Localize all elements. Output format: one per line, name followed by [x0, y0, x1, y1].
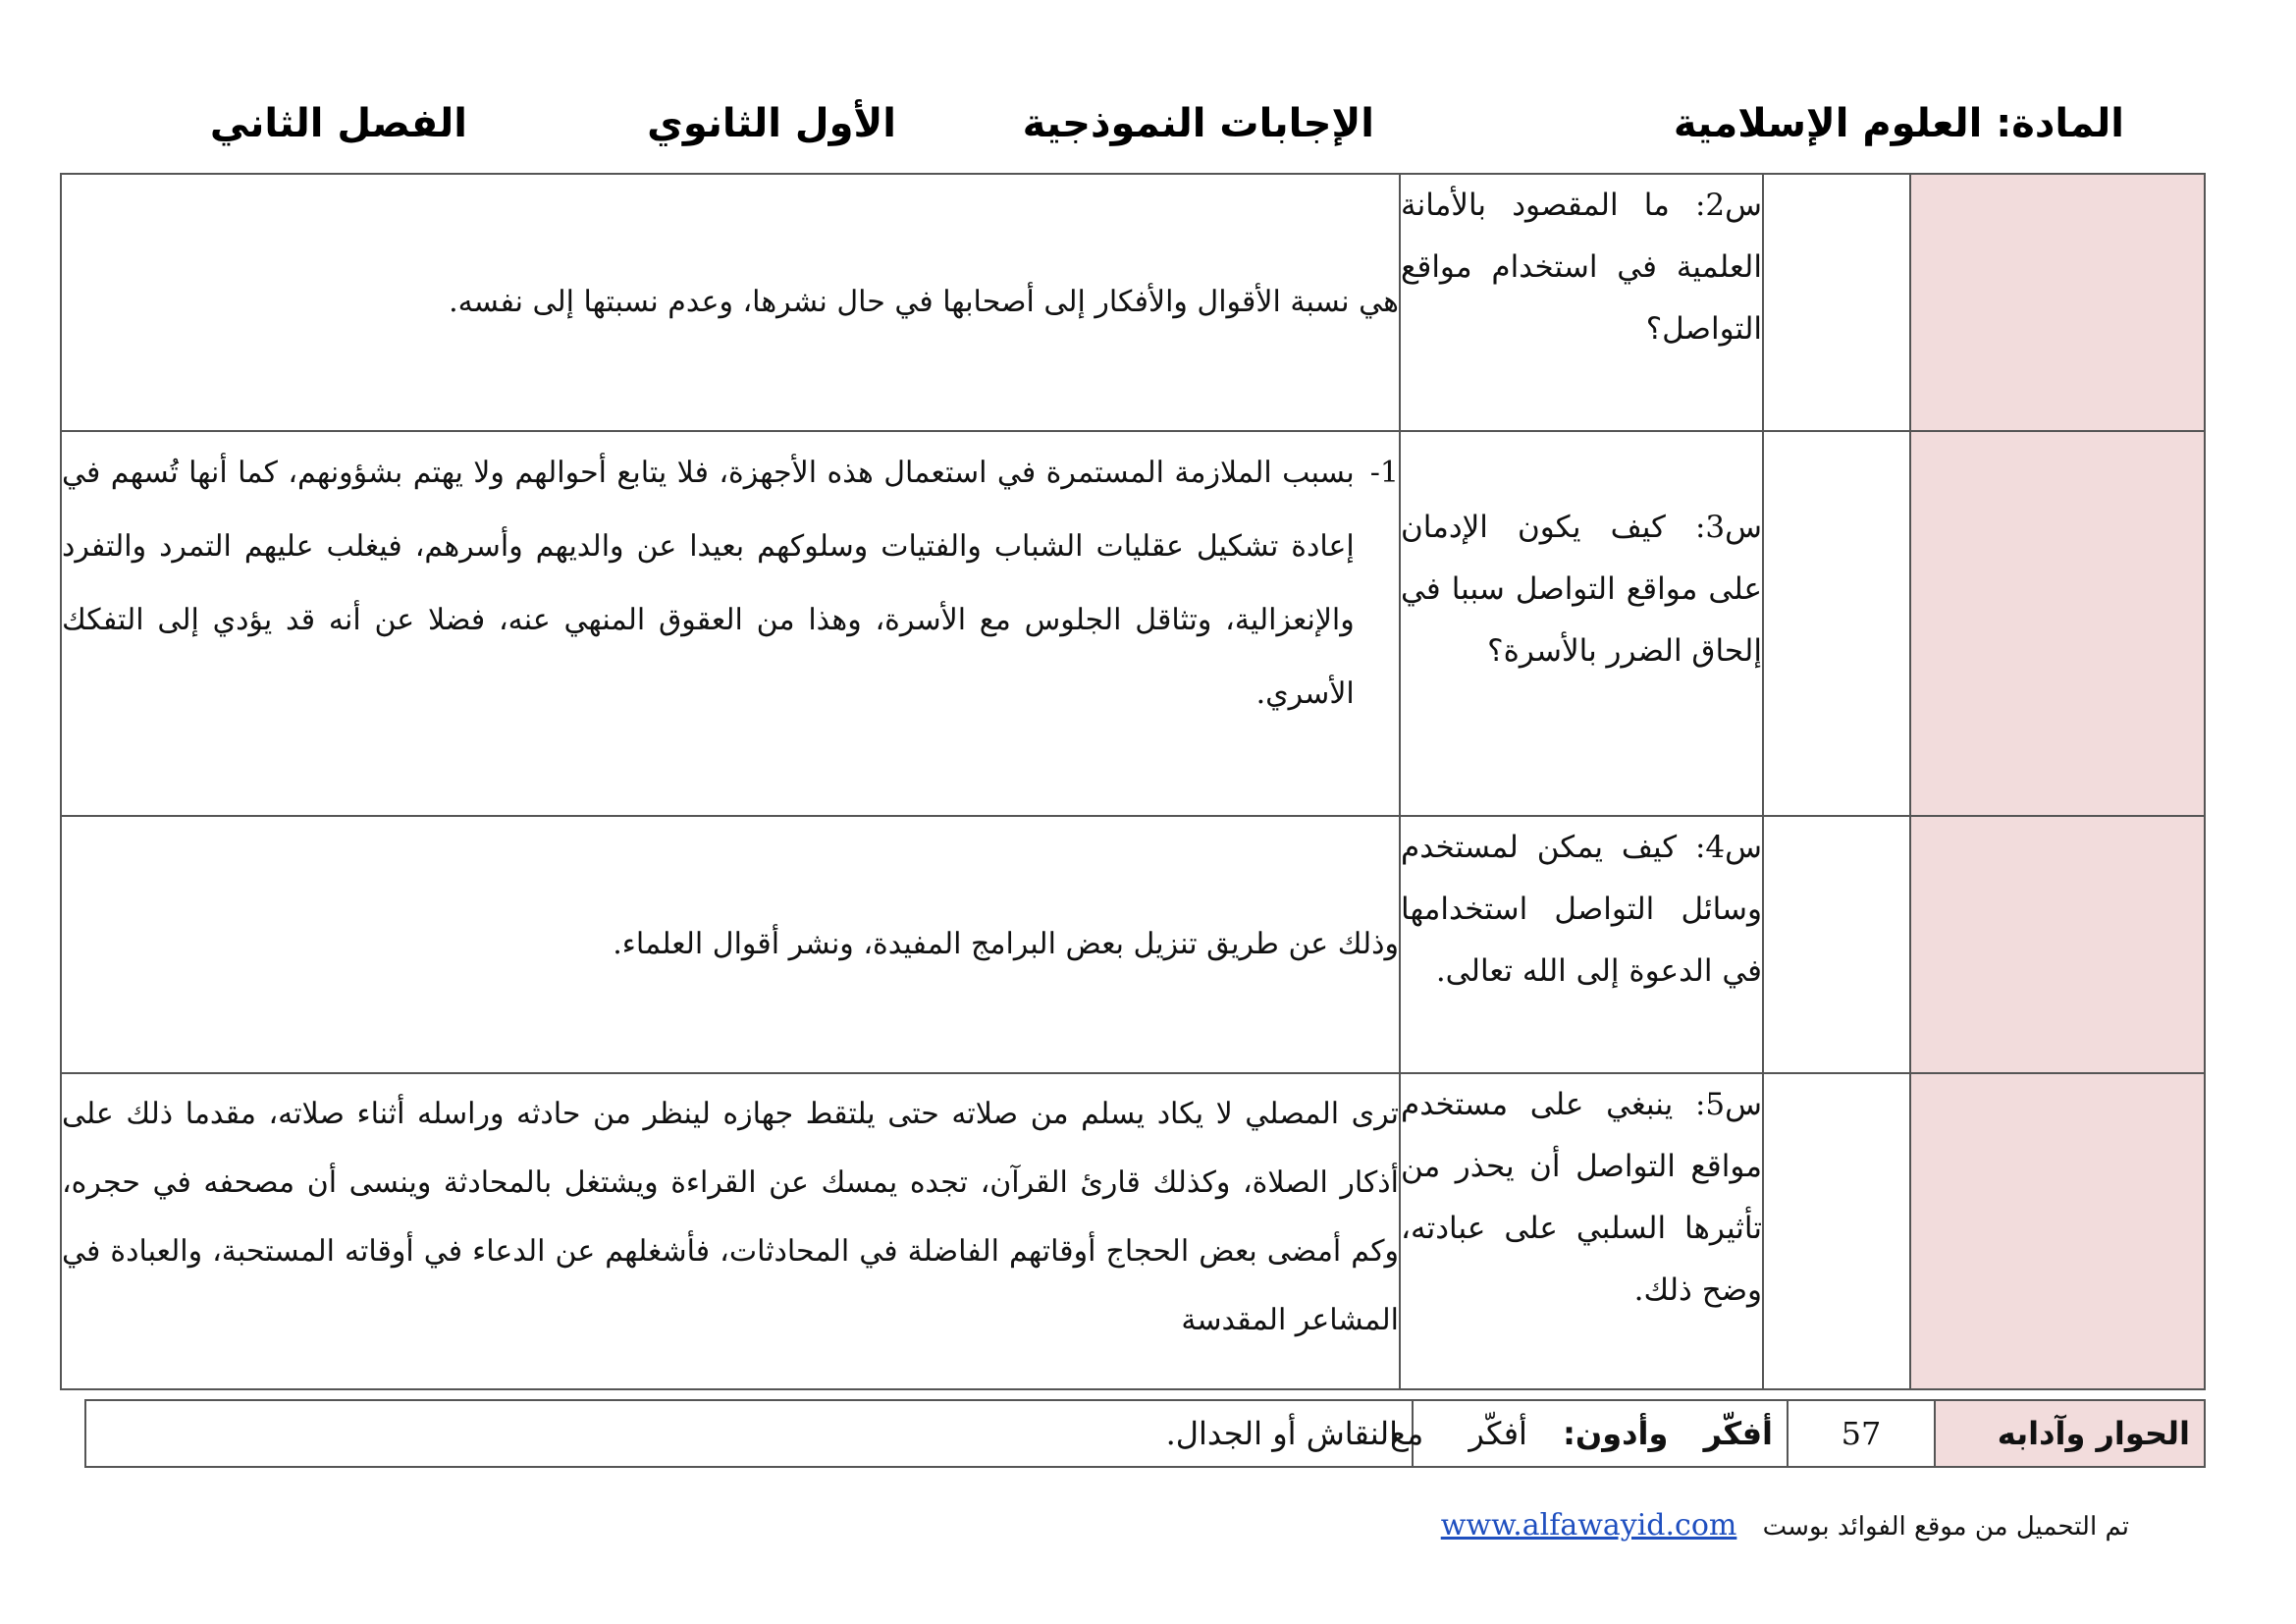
- lesson-cell: [1763, 431, 1910, 816]
- answer-text: هي نسبة الأقوال والأفكار إلى أصحابها في حال نشرها، وعدم نسبتها إلى نفسه.: [449, 284, 1399, 319]
- credit-text: تم التحميل من موقع الفوائد بوست: [1762, 1512, 2129, 1542]
- question-cell: س3: كيف يكون الإدمان على مواقع التواصل سببا في إلحاق الضرر بالأسرة؟: [1400, 431, 1763, 816]
- activity-text: النقاش أو الجدال.: [85, 1400, 1413, 1467]
- answer-cell: [61, 1073, 1400, 1389]
- lesson-cell: [1763, 174, 1910, 431]
- lesson-cell: [1763, 816, 1910, 1073]
- document-title: الإجابات النموذجية: [1022, 101, 1374, 146]
- answer-text: وذلك عن طريق تنزيل بعض البرامج المفيدة، ونشر أقوال العلماء.: [613, 926, 1399, 961]
- subject-heading: المادة: العلوم الإسلامية: [1673, 101, 2124, 146]
- website-link[interactable]: www.alfawayid.com: [1440, 1508, 1737, 1543]
- answer-text: ترى المصلي لا يكاد يسلم من صلاته حتى يلتقط جهازه لينظر من حادثه وراسله أثناء صلاته، مقدما ذلك على أذكار الصلاة، وكذلك قارئ القرآن، تجده يمسك عن القراءة ويشتغل بالمحادثة وينسى أن مصحفه في حجره، وكم أمضى بعض الحجاج أوقاتهم الفاضلة في المحادثات، فأشغلهم عن الدعاء في أوقاته المستحبة، والعبادة في المشاعر المقدسة: [62, 1097, 1399, 1337]
- term-heading: الفصل الثاني: [209, 101, 467, 146]
- download-credit: [1441, 1508, 2129, 1543]
- activity-label-write: وأدون:: [1563, 1415, 1669, 1452]
- lesson-cell: [1763, 1073, 1910, 1389]
- unit-cell: [1910, 816, 2205, 1073]
- activity-label-think: أفكّر: [1703, 1415, 1773, 1452]
- answer-cell: [61, 816, 1400, 1073]
- table-row: [61, 431, 2205, 816]
- grade-heading: الأول الثانوي: [647, 101, 896, 146]
- table-row: [61, 174, 2205, 431]
- unit-cell: [1910, 174, 2205, 431]
- answer-cell: [61, 174, 1400, 431]
- question-cell: س5: ينبغي على مستخدم مواقع التواصل أن يحذر من تأثيرها السلبي على عبادته، وضح ذلك.: [1400, 1073, 1763, 1389]
- question-cell: س4: كيف يمكن لمستخدم وسائل التواصل استخدامها في الدعوة إلى الله تعالى.: [1400, 816, 1763, 1073]
- prompt-with: مع: [1390, 1415, 1424, 1452]
- activity-cell: [1390, 1400, 1788, 1467]
- page-number: 57: [1788, 1400, 1935, 1467]
- prompt-think: أفكّر: [1468, 1415, 1527, 1452]
- footer-row: [84, 1399, 2206, 1468]
- unit-cell: [1910, 1073, 2205, 1389]
- answers-table: [60, 173, 2206, 1390]
- unit-cell: [1910, 431, 2205, 816]
- table-row: [61, 1073, 2205, 1389]
- question-cell: س2: ما المقصود بالأمانة العلمية في استخدام مواقع التواصل؟: [1400, 174, 1763, 431]
- answer-cell: [61, 431, 1400, 816]
- answer-text: بسبب الملازمة المستمرة في استعمال هذه الأجهزة، فلا يتابع أحوالهم ولا يهتم بشؤونهم، كما أنها تُسهم في إعادة تشكيل عقليات الشباب والفتيات وسلوكهم بعيدا عن والديهم وأسرهم، فيغلب عليهم التمرد والتفرد والإنعزالية، وتثاقل الجلوس مع الأسرة، وهذا من العقوق المنهي عنه، فضلا عن أنه قد يؤدي إلى التفكك الأسري.: [62, 456, 1355, 711]
- unit-name: الحوار وآدابه: [1935, 1400, 2205, 1467]
- table-row: [61, 816, 2205, 1073]
- list-number: 1-: [1369, 456, 1399, 490]
